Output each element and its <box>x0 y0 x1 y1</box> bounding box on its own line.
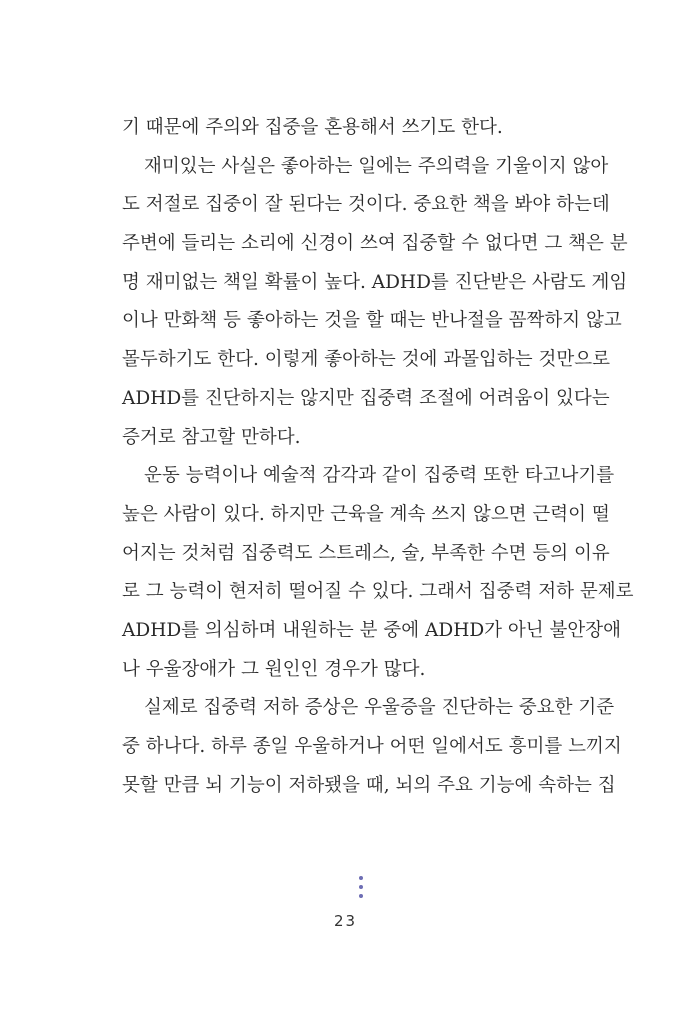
text-line: 주변에 들리는 소리에 신경이 쓰여 집중할 수 없다면 그 책은 분 <box>122 233 628 255</box>
text-line: 명 재미없는 책일 확률이 높다. ADHD를 진단받은 사람도 게임 <box>122 271 628 293</box>
page-number: 23 <box>333 912 358 930</box>
text-line: 재미있는 사실은 좋아하는 일에는 주의력을 기울이지 않아 <box>144 155 609 177</box>
text-line: 나 우울장애가 그 원인인 경우가 많다. <box>122 658 426 680</box>
text-line: 운동 능력이나 예술적 감각과 같이 집중력 또한 타고나기를 <box>144 465 615 487</box>
body-text <box>122 113 634 809</box>
text-line: 로 그 능력이 현저히 떨어질 수 있다. 그래서 집중력 저하 문제로 <box>122 581 634 603</box>
text-line: ADHD를 진단하지는 않지만 집중력 조절에 어려움이 있다는 <box>122 387 610 409</box>
text-line: 몰두하기도 한다. 이렇게 좋아하는 것에 과몰입하는 것만으로 <box>122 349 610 371</box>
text-line: ADHD를 의심하며 내원하는 분 중에 ADHD가 아닌 불안장애 <box>122 619 622 641</box>
ornament-dot <box>359 885 363 889</box>
text-line: 중 하나다. 하루 종일 우울하거나 어떤 일에서도 흥미를 느끼지 <box>122 736 622 757</box>
text-line: 실제로 집중력 저하 증상은 우울증을 진단하는 중요한 기준 <box>144 697 615 719</box>
text-line: 도 저절로 집중이 잘 된다는 것이다. 중요한 책을 봐야 하는데 <box>122 194 610 216</box>
page-ornament-dots <box>358 876 364 903</box>
ornament-dot <box>359 876 363 880</box>
text-line: 못할 만큼 뇌 기능이 저하됐을 때, 뇌의 주요 기능에 속하는 집 <box>122 774 616 796</box>
text-line: 높은 사람이 있다. 하지만 근육을 계속 쓰지 않으면 근력이 떨 <box>122 503 610 525</box>
text-line: 이나 만화책 등 좋아하는 것을 할 때는 반나절을 꼼짝하지 않고 <box>122 310 622 332</box>
text-line: 증거로 참고할 만하다. <box>122 426 301 448</box>
text-line: 어지는 것처럼 집중력도 스트레스, 술, 부족한 수면 등의 이유 <box>122 542 610 564</box>
text-line: 기 때문에 주의와 집중을 혼용해서 쓰기도 한다. <box>122 117 503 138</box>
ornament-dot <box>359 894 363 898</box>
